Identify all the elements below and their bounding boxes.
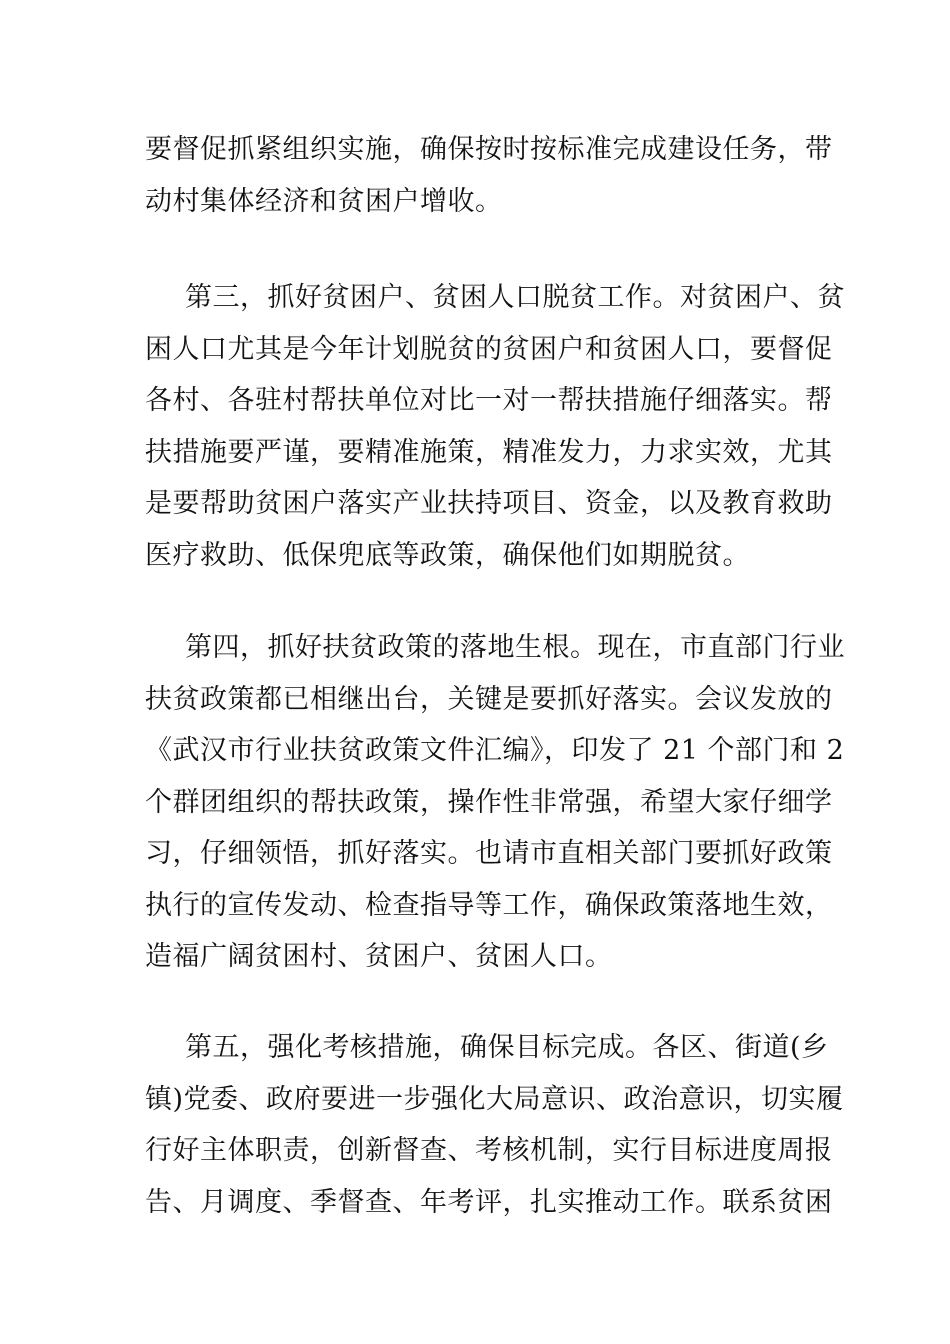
text-line: 第四，抓好扶贫政策的落地生根。现在，市直部门行业 <box>185 632 845 663</box>
paragraph-continuation <box>145 124 833 227</box>
text-line: 《武汉市行业扶贫政策文件汇编》，印发了 21 个部门和 2 <box>145 735 845 766</box>
text-line: 习，仔细领悟，抓好落实。也请市直相关部门要抓好政策 <box>145 838 833 869</box>
text-line: 执行的宣传发动、检查指导等工作，确保政策落地生效， <box>145 889 833 921</box>
text-line: 是要帮助贫困户落实产业扶持项目、资金，以及教育救助 <box>145 488 833 519</box>
text-line: 行好主体职责，创新督查、考核机制，实行目标进度周报 <box>145 1135 833 1166</box>
text-line: 造福广阔贫困村、贫困户、贫困人口。 <box>145 941 613 972</box>
text-line: 镇)党委、政府要进一步强化大局意识、政治意识，切实履 <box>145 1083 844 1115</box>
paragraph-third <box>145 272 845 581</box>
text-line: 各村、各驻村帮扶单位对比一对一帮扶措施仔细落实。帮 <box>145 385 833 416</box>
text-line: 医疗救助、低保兜底等政策，确保他们如期脱贫。 <box>145 539 750 571</box>
text-line: 个群团组织的帮扶政策，操作性非常强，希望大家仔细学 <box>145 786 833 818</box>
text-line: 要督促抓紧组织实施，确保按时按标准完成建设任务，带 <box>145 134 833 165</box>
paragraph-fifth <box>145 1022 844 1228</box>
text-line: 告、月调度、季督查、年考评，扎实推动工作。联系贫困 <box>145 1186 833 1218</box>
text-line: 困人口尤其是今年计划脱贫的贫困户和贫困人口，要督促 <box>145 333 833 365</box>
text-line: 扶贫政策都已相继出台，关键是要抓好落实。会议发放的 <box>145 683 833 715</box>
paragraph-fourth <box>145 622 845 983</box>
text-line: 动村集体经济和贫困户增收。 <box>145 185 503 217</box>
text-line: 第五，强化考核措施，确保目标完成。各区、街道(乡 <box>185 1032 829 1063</box>
text-line: 第三，抓好贫困户、贫困人口脱贫工作。对贫困户、贫 <box>185 282 845 313</box>
text-line: 扶措施要严谨，要精准施策，精准发力，力求实效，尤其 <box>145 436 833 468</box>
